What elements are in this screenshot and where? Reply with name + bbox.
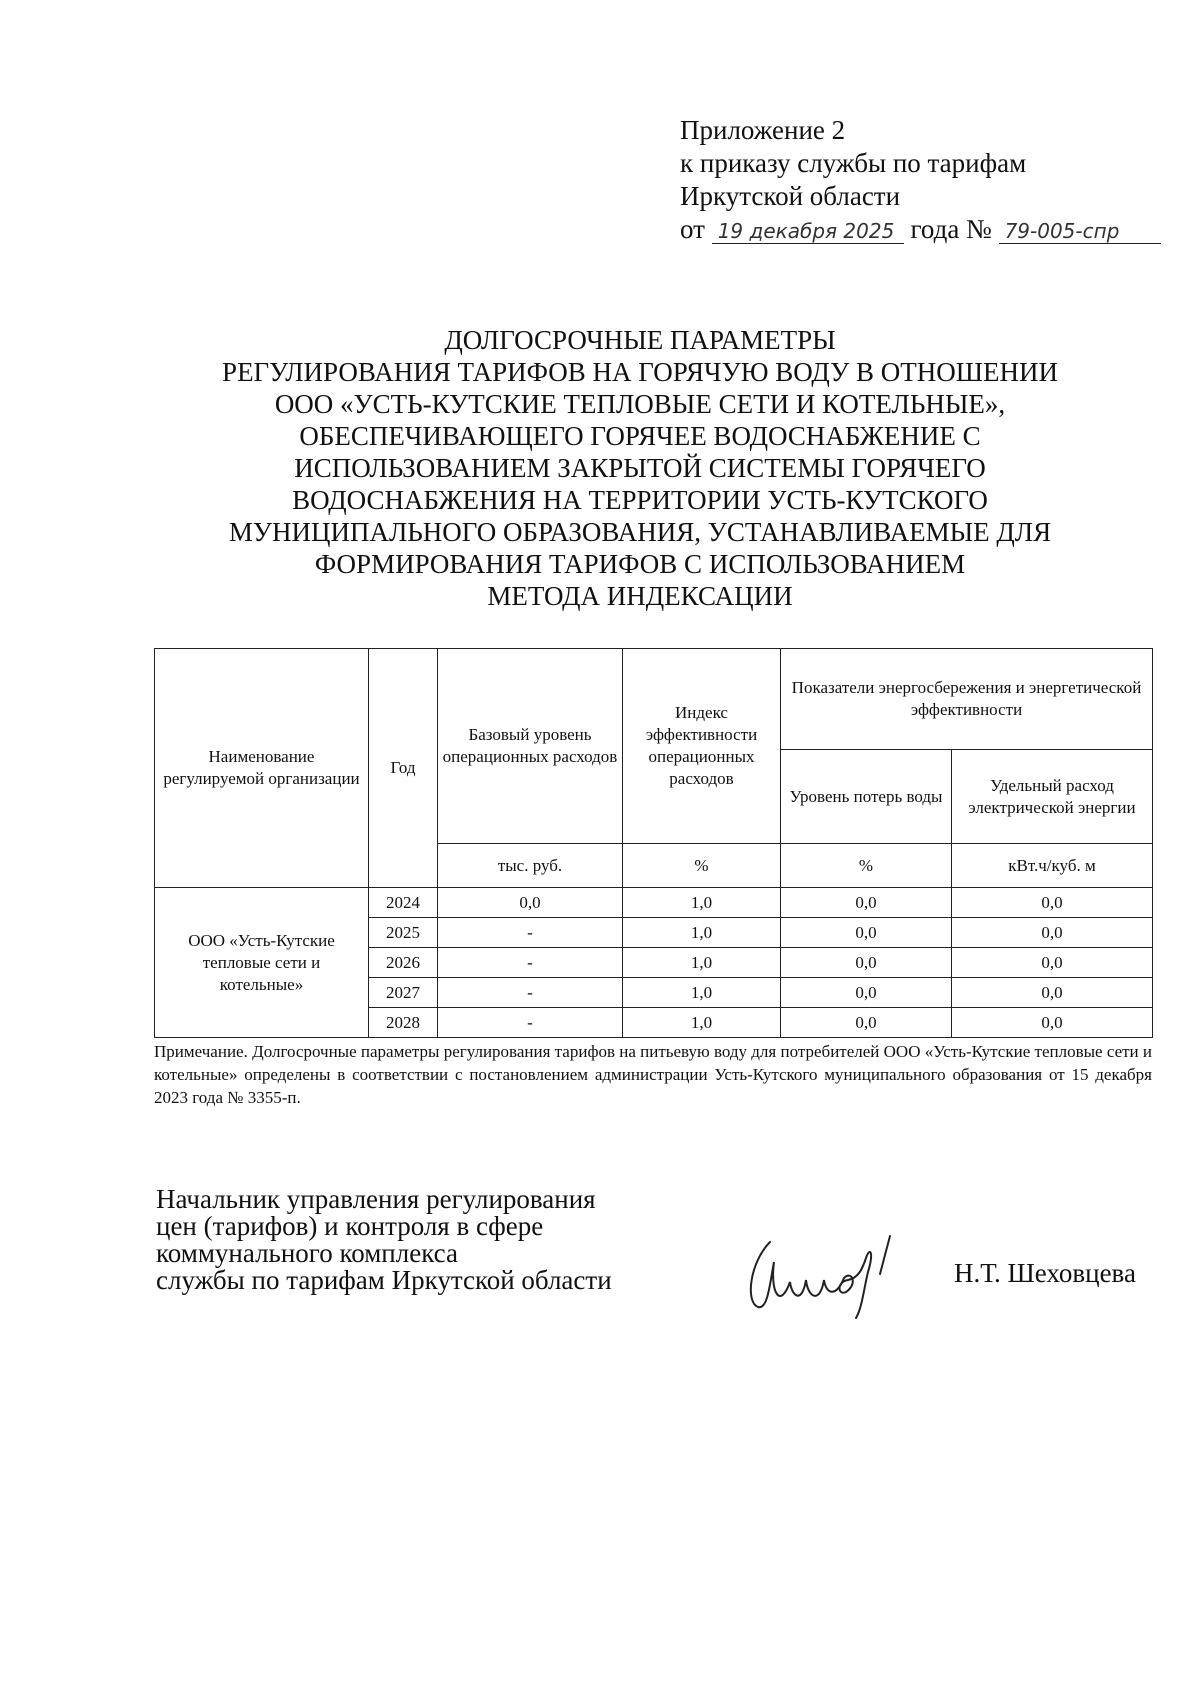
header-base-level: Базовый уровень операционных расходов bbox=[438, 649, 623, 844]
title-line: ИСПОЛЬЗОВАНИЕМ ЗАКРЫТОЙ СИСТЕМЫ ГОРЯЧЕГО bbox=[294, 453, 986, 483]
unit-electricity: кВт.ч/куб. м bbox=[952, 844, 1153, 888]
signer-line: службы по тарифам Иркутской области bbox=[156, 1265, 612, 1295]
table-row bbox=[155, 888, 1153, 918]
title-line: ДОЛГОСРОЧНЫЕ ПАРАМЕТРЫ bbox=[444, 325, 836, 355]
title-line: ОБЕСПЕЧИВАЮЩЕГО ГОРЯЧЕЕ ВОДОСНАБЖЕНИЕ С bbox=[299, 421, 981, 451]
electricity-cell: 0,0 bbox=[952, 888, 1153, 918]
electricity-cell: 0,0 bbox=[952, 948, 1153, 978]
index-cell: 1,0 bbox=[623, 948, 781, 978]
unit-index: % bbox=[623, 844, 781, 888]
losses-cell: 0,0 bbox=[781, 888, 952, 918]
handwritten-date: 19 декабря 2025 bbox=[712, 219, 904, 244]
electricity-cell: 0,0 bbox=[952, 918, 1153, 948]
title-line: МЕТОДА ИНДЕКСАЦИИ bbox=[487, 581, 793, 611]
appendix-line-3: Иркутской области bbox=[680, 181, 901, 211]
table-note: Примечание. Долгосрочные параметры регулирования тарифов на питьевую воду для потребителей ООО «Усть-Кутские тепловые сети и котельные» определены в соответствии с постановлением администрации Усть-Кутского муниципального образования от 15 декабря 2023 года № 3355-п. bbox=[154, 1042, 1152, 1107]
title-line: ООО «УСТЬ-КУТСКИЕ ТЕПЛОВЫЕ СЕТИ И КОТЕЛЬНЫЕ», bbox=[274, 389, 1006, 419]
title-line: ВОДОСНАБЖЕНИЯ НА ТЕРРИТОРИИ УСТЬ-КУТСКОГО bbox=[292, 485, 988, 515]
header-org: Наименование регулируемой организации bbox=[155, 649, 369, 888]
signer-line: Начальник управления регулирования bbox=[156, 1184, 596, 1214]
handwritten-order-number: 79-005-спр bbox=[999, 219, 1161, 244]
date-suffix: года № bbox=[910, 214, 992, 244]
handwritten-signature bbox=[740, 1222, 930, 1322]
header-year: Год bbox=[369, 649, 438, 888]
appendix-date-line bbox=[680, 213, 1161, 246]
signer-line: коммунального комплекса bbox=[156, 1238, 458, 1268]
base-cell: - bbox=[438, 978, 623, 1008]
index-cell: 1,0 bbox=[623, 1008, 781, 1038]
title-line: ФОРМИРОВАНИЯ ТАРИФОВ С ИСПОЛЬЗОВАНИЕМ bbox=[314, 549, 966, 579]
signer-name: Н.Т. Шеховцева bbox=[954, 1258, 1136, 1288]
base-cell: - bbox=[438, 918, 623, 948]
header-efficiency-index: Индекс эффективности операционных расходов bbox=[623, 649, 781, 844]
base-cell: - bbox=[438, 948, 623, 978]
losses-cell: 0,0 bbox=[781, 1008, 952, 1038]
title-line: МУНИЦИПАЛЬНОГО ОБРАЗОВАНИЯ, УСТАНАВЛИВАЕМЫЕ ДЛЯ bbox=[228, 517, 1052, 547]
header-electricity-consumption: Удельный расход электрической энергии bbox=[952, 750, 1153, 844]
year-cell: 2027 bbox=[369, 978, 438, 1008]
base-cell: 0,0 bbox=[438, 888, 623, 918]
index-cell: 1,0 bbox=[623, 918, 781, 948]
index-cell: 1,0 bbox=[623, 888, 781, 918]
year-cell: 2024 bbox=[369, 888, 438, 918]
base-cell: - bbox=[438, 1008, 623, 1038]
signer-line: цен (тарифов) и контроля в сфере bbox=[156, 1211, 544, 1241]
appendix-header bbox=[680, 114, 1161, 246]
year-cell: 2025 bbox=[369, 918, 438, 948]
parameters-table bbox=[154, 648, 1153, 1038]
year-cell: 2026 bbox=[369, 948, 438, 978]
electricity-cell: 0,0 bbox=[952, 978, 1153, 1008]
losses-cell: 0,0 bbox=[781, 918, 952, 948]
losses-cell: 0,0 bbox=[781, 978, 952, 1008]
index-cell: 1,0 bbox=[623, 978, 781, 1008]
document-title bbox=[160, 324, 1120, 612]
electricity-cell: 0,0 bbox=[952, 1008, 1153, 1038]
signer-position bbox=[156, 1186, 612, 1294]
unit-base: тыс. руб. bbox=[438, 844, 623, 888]
header-energy-group: Показатели энергосбережения и энергетической эффективности bbox=[781, 649, 1153, 750]
header-row bbox=[155, 649, 1153, 750]
appendix-line-1: Приложение 2 bbox=[680, 115, 846, 145]
date-prefix: от bbox=[680, 214, 705, 244]
losses-cell: 0,0 bbox=[781, 948, 952, 978]
year-cell: 2028 bbox=[369, 1008, 438, 1038]
header-water-losses: Уровень потерь воды bbox=[781, 750, 952, 844]
unit-losses: % bbox=[781, 844, 952, 888]
title-line: РЕГУЛИРОВАНИЯ ТАРИФОВ НА ГОРЯЧУЮ ВОДУ В ОТНОШЕНИИ bbox=[222, 357, 1058, 387]
appendix-line-2: к приказу службы по тарифам bbox=[680, 148, 1027, 178]
org-name-cell: ООО «Усть-Кутские тепловые сети и котельные» bbox=[155, 888, 369, 1038]
